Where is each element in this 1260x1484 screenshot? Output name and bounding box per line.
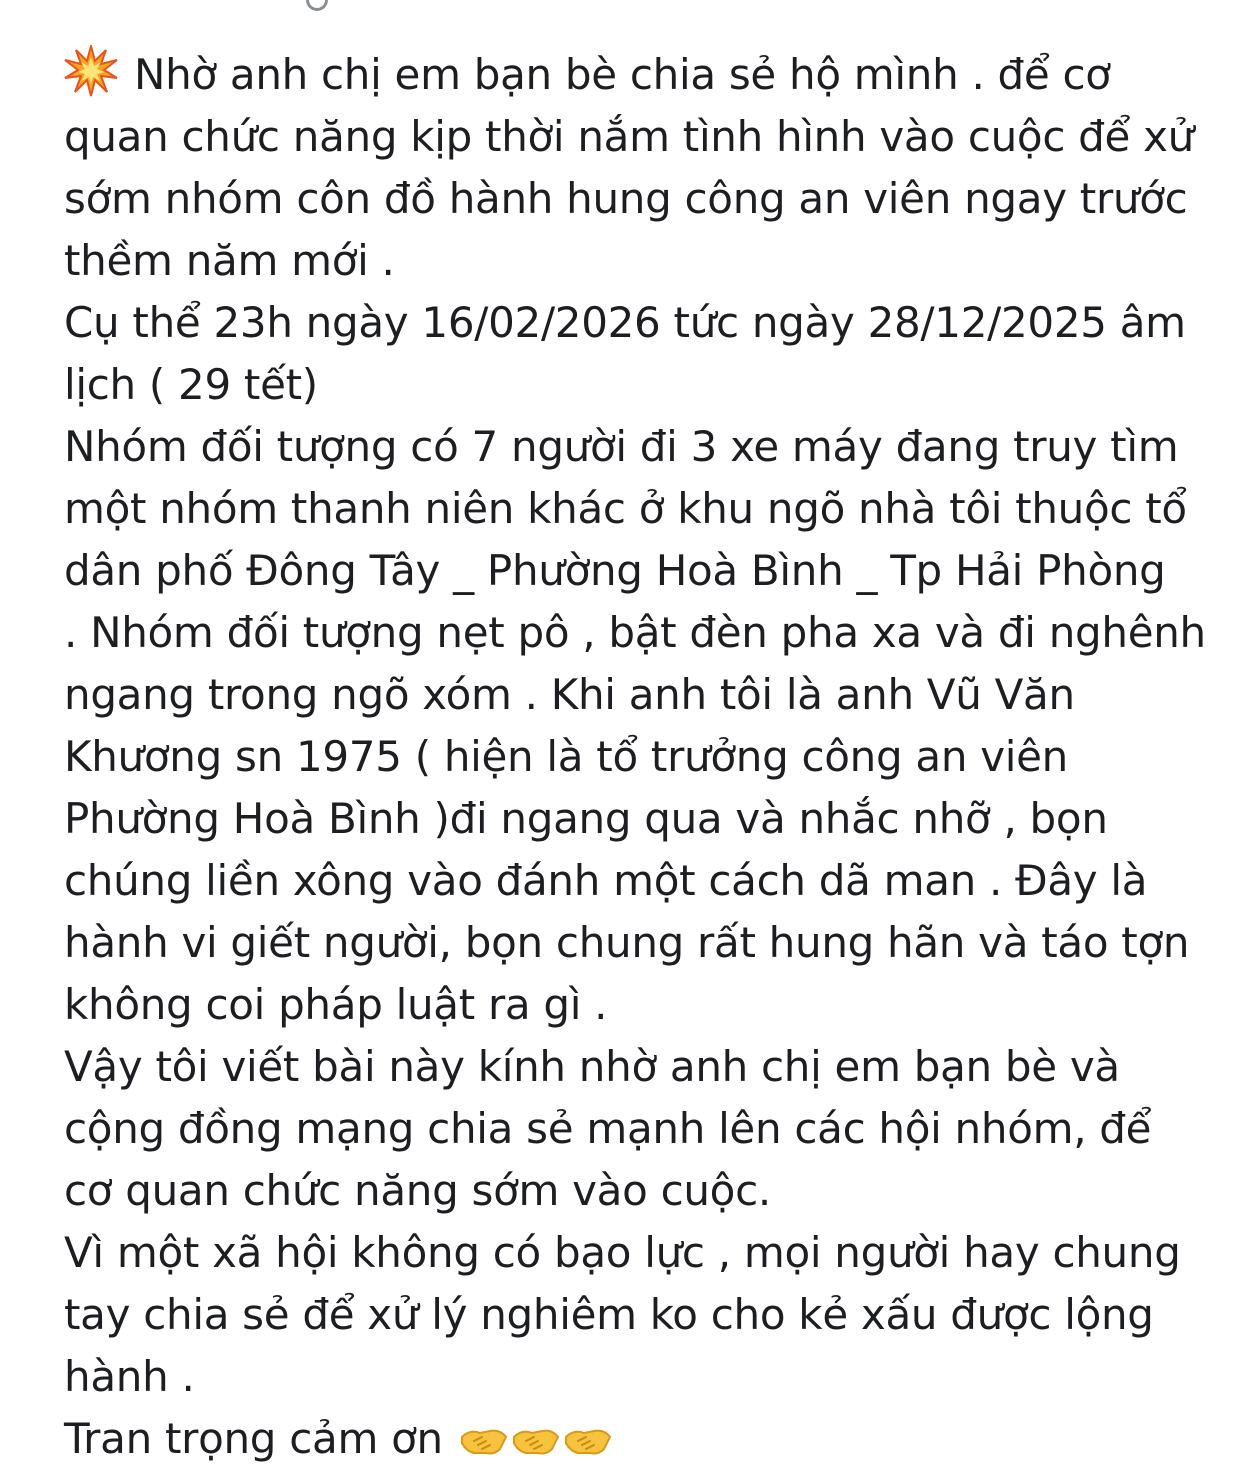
post-line: Vậy tôi viết bài này kính nhờ anh chị em bạn bè và [64,1042,1120,1091]
post-line: cơ quan chức năng sớm vào cuộc. [64,1166,771,1215]
post-line: một nhóm thanh niên khác ở khu ngõ nhà tôi thuộc tổ [64,484,1187,533]
post-line: Cụ thể 23h ngày 16/02/2026 tức ngày 28/12/2025 âm [64,298,1186,347]
post-line: sớm nhóm côn đồ hành hung công an viên ngay trước [64,174,1188,223]
post-line: quan chức năng kịp thời nắm tình hình vào cuộc để xử [64,112,1194,161]
audience-icon [306,0,328,11]
post-line: Nhờ anh chị em bạn bè chia sẻ hộ mình . để cơ [64,44,1244,106]
post-line: Khương sn 1975 ( hiện là tổ trưởng công an viên [64,732,1068,781]
post-line: chúng liền xông vào đánh một cách dã man . Đây là [64,856,1148,905]
post-line: . Nhóm đối tượng nẹt pô , bật đèn pha xa và đi nghênh [64,608,1206,657]
post-line: hành vi giết người, bọn chung rất hung hãn và táo tợn [64,918,1190,967]
cropped-post-header [226,0,328,14]
post-line: dân phố Đông Tây _ Phường Hoà Bình _ Tp Hải Phòng [64,546,1166,595]
post-line: không coi pháp luật ra gì . [64,980,608,1029]
post-line: lịch ( 29 tết) [64,360,318,409]
post-line: cộng đồng mạng chia sẻ mạnh lên các hội nhóm, để [64,1104,1152,1153]
post-line: tay chia sẻ để xử lý nghiêm ko cho kẻ xấu được lộng [64,1290,1154,1339]
handshake-icon [460,1423,508,1459]
post-line: Phường Hoà Bình )đi ngang qua và nhắc nhỡ , bọn [64,794,1108,843]
post-line: thềm năm mới . [64,236,395,285]
post-line: ngang trong ngõ xóm . Khi anh tôi là anh Vũ Văn [64,670,1075,719]
post-line: Nhóm đối tượng có 7 người đi 3 xe máy đang truy tìm [64,422,1179,471]
collision-burst-icon [64,45,118,97]
post-line: hành . [64,1352,195,1401]
post-line: Tran trọng cảm ơn [64,1408,1244,1470]
post-body [64,44,1244,1470]
post-line: Vì một xã hội không có bạo lực , mọi người hay chung [64,1228,1181,1277]
handshake-icon [512,1423,560,1459]
handshake-icon [564,1423,612,1459]
